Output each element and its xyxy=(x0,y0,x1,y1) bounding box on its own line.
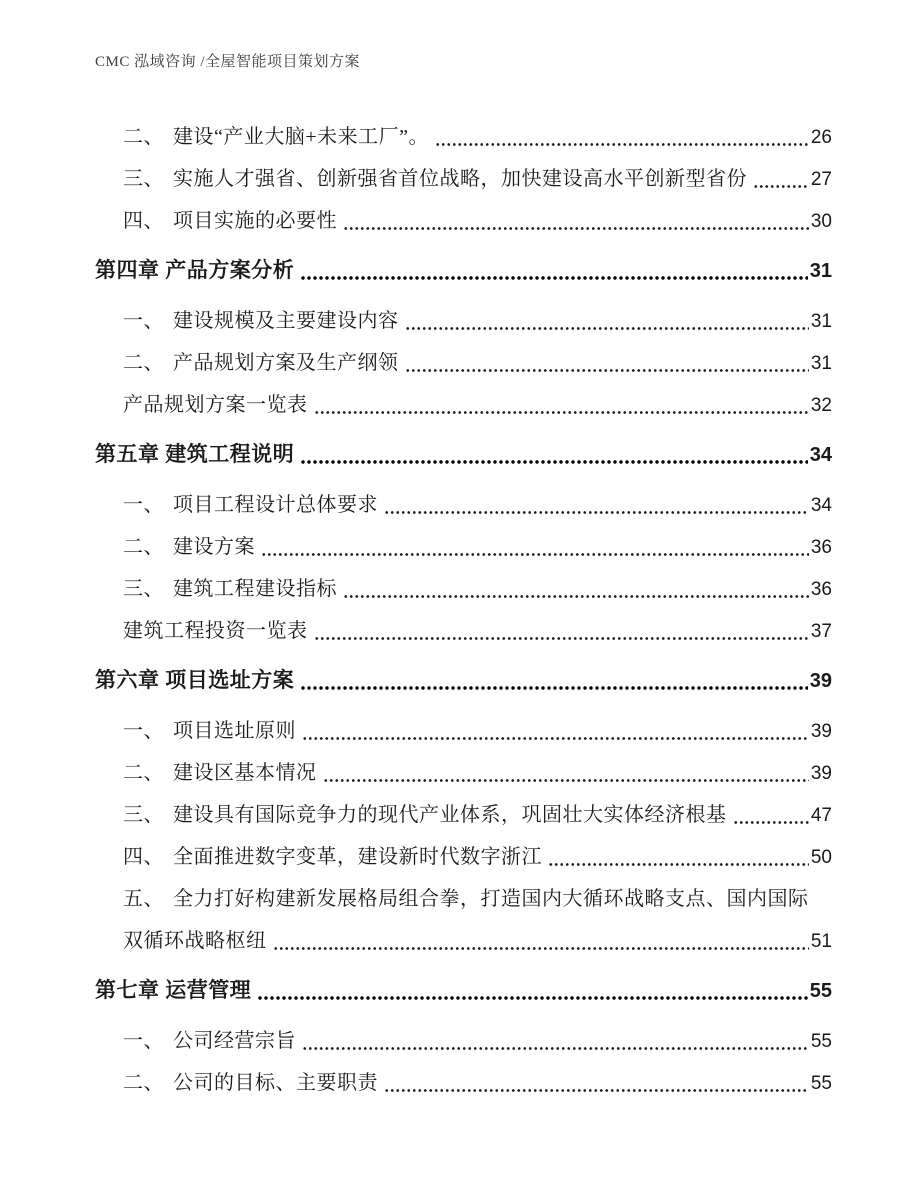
dot-leader xyxy=(257,995,808,1001)
dot-leader xyxy=(314,410,809,415)
toc-item-row[interactable] xyxy=(95,112,832,154)
dot-leader xyxy=(384,1088,809,1093)
toc-entry-title: 建设具有国际竞争力的现代产业体系，巩固壮大实体经济根基 xyxy=(173,804,727,826)
toc-entry-title: 第四章 产品方案分析 xyxy=(95,258,295,282)
toc-entry-number: 一、 xyxy=(123,720,164,742)
toc-page-number: 37 xyxy=(810,621,832,642)
dot-leader xyxy=(302,1046,809,1051)
toc-page-number: 55 xyxy=(809,980,832,1002)
toc-item-row-continuation[interactable] xyxy=(95,916,832,958)
toc-item-row[interactable] xyxy=(95,748,832,790)
toc-entry-number: 二、 xyxy=(123,762,164,784)
toc-item-row[interactable] xyxy=(95,832,832,874)
toc-page-number: 39 xyxy=(809,670,832,692)
toc-page-number: 39 xyxy=(810,763,832,784)
toc-entry-number: 三、 xyxy=(123,168,164,190)
dot-leader xyxy=(273,946,809,951)
toc-item-row[interactable] xyxy=(95,874,832,916)
dot-leader xyxy=(261,552,809,557)
toc-entry-title: 产品规划方案一览表 xyxy=(123,394,308,416)
toc-item-row[interactable] xyxy=(95,480,832,522)
toc-entry-title: 实施人才强省、创新强省首位战略，加快建设高水平创新型省份 xyxy=(173,168,747,190)
document-header: CMC 泓域咨询 /全屋智能项目策划方案 xyxy=(95,54,361,70)
toc-entry-title: 项目选址原则 xyxy=(173,720,296,742)
toc-page-number: 51 xyxy=(810,931,832,952)
dot-leader xyxy=(384,510,809,515)
toc-page-number: 39 xyxy=(810,721,832,742)
dot-leader xyxy=(300,685,808,691)
dot-leader xyxy=(302,736,809,741)
toc-item-row[interactable] xyxy=(95,706,832,748)
dot-leader xyxy=(343,226,809,231)
toc-plain-row[interactable] xyxy=(95,380,832,422)
toc-entry-title: 项目工程设计总体要求 xyxy=(173,494,378,516)
toc-chapter-row[interactable] xyxy=(95,430,832,472)
toc-item-row[interactable] xyxy=(95,154,832,196)
toc-item-row[interactable] xyxy=(95,564,832,606)
toc-entry-title: 公司经营宗旨 xyxy=(173,1030,296,1052)
toc-entry-number: 二、 xyxy=(123,352,164,374)
toc-page-number: 34 xyxy=(809,444,832,466)
toc-entry-title: 公司的目标、主要职责 xyxy=(173,1072,378,1094)
toc-entry-number: 一、 xyxy=(123,310,164,332)
toc-entry-title: 建筑工程投资一览表 xyxy=(123,620,308,642)
toc-item-row[interactable] xyxy=(95,196,832,238)
dot-leader xyxy=(300,275,808,281)
toc-page-number: 55 xyxy=(810,1031,832,1052)
toc-entry-title: 第六章 项目选址方案 xyxy=(95,668,295,692)
toc-page-number: 31 xyxy=(809,260,832,282)
dot-leader xyxy=(435,142,809,147)
toc-entry-number: 五、 xyxy=(123,888,164,910)
toc-entry-number: 三、 xyxy=(123,578,164,600)
toc-item-row[interactable] xyxy=(95,522,832,564)
toc-entry-number: 一、 xyxy=(123,1030,164,1052)
toc-list xyxy=(95,112,832,1100)
toc-entry-title-continued: 双循环战略枢纽 xyxy=(123,930,267,952)
toc-page-number: 36 xyxy=(810,579,832,600)
toc-page-number: 50 xyxy=(810,847,832,868)
toc-entry-title: 建筑工程建设指标 xyxy=(173,578,337,600)
toc-entry-number: 三、 xyxy=(123,804,164,826)
toc-entry-title: 产品规划方案及生产纲领 xyxy=(173,352,399,374)
toc-entry-title: 项目实施的必要性 xyxy=(173,210,337,232)
toc-chapter-row[interactable] xyxy=(95,966,832,1008)
toc-entry-title: 建设区基本情况 xyxy=(173,762,317,784)
toc-entry-number: 一、 xyxy=(123,494,164,516)
toc-page-number: 30 xyxy=(810,211,832,232)
toc-plain-row[interactable] xyxy=(95,606,832,648)
dot-leader xyxy=(405,326,809,331)
toc-item-row[interactable] xyxy=(95,1058,832,1100)
toc-entry-number: 二、 xyxy=(123,126,164,148)
dot-leader xyxy=(323,778,809,783)
toc-item-row[interactable] xyxy=(95,790,832,832)
toc-entry-number: 二、 xyxy=(123,536,164,558)
dot-leader xyxy=(300,459,808,465)
toc-item-row[interactable] xyxy=(95,296,832,338)
toc-chapter-row[interactable] xyxy=(95,246,832,288)
toc-entry-title: 全面推进数字变革，建设新时代数字浙江 xyxy=(173,846,542,868)
toc-entry-number: 四、 xyxy=(123,210,164,232)
toc-page-number: 34 xyxy=(810,495,832,516)
toc-entry-number: 四、 xyxy=(123,846,164,868)
toc-page-number: 32 xyxy=(810,395,832,416)
toc-entry-title: 第五章 建筑工程说明 xyxy=(95,442,295,466)
toc-chapter-row[interactable] xyxy=(95,656,832,698)
toc-page-number: 31 xyxy=(810,353,832,374)
toc-page-number: 55 xyxy=(810,1073,832,1094)
toc-entry-title: 全力打好构建新发展格局组合拳，打造国内大循环战略支点、国内国际 xyxy=(173,888,809,910)
toc-page-number: 26 xyxy=(810,127,832,148)
toc-page-number: 47 xyxy=(810,805,832,826)
toc-item-row[interactable] xyxy=(95,1016,832,1058)
toc-entry-title: 第七章 运营管理 xyxy=(95,978,252,1002)
toc-entry-title: 建设方案 xyxy=(173,536,255,558)
dot-leader xyxy=(753,184,809,189)
toc-entry-title: 建设“产业大脑+未来工厂”。 xyxy=(173,126,430,148)
dot-leader xyxy=(314,636,809,641)
toc-entry-title: 建设规模及主要建设内容 xyxy=(173,310,399,332)
toc-entry-number: 二、 xyxy=(123,1072,164,1094)
dot-leader xyxy=(343,594,809,599)
toc-page-number: 31 xyxy=(810,311,832,332)
dot-leader xyxy=(733,820,809,825)
dot-leader xyxy=(405,368,809,373)
toc-item-row[interactable] xyxy=(95,338,832,380)
dot-leader xyxy=(548,862,809,867)
toc-page-number: 36 xyxy=(810,537,832,558)
toc-page-number: 27 xyxy=(810,169,832,190)
